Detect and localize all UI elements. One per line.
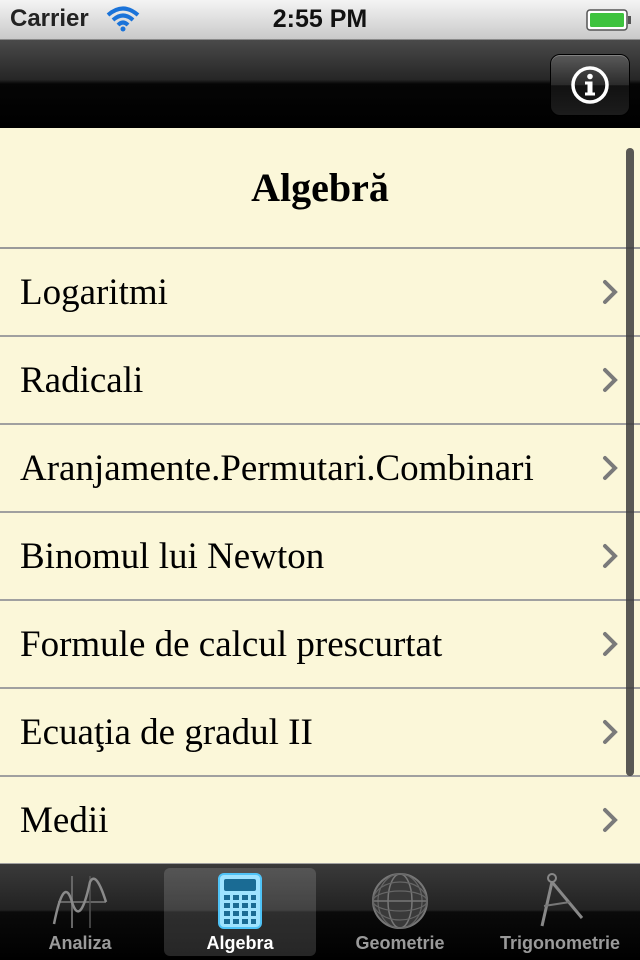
status-time: 2:55 PM	[272, 5, 368, 33]
tab-algebra[interactable]	[160, 864, 320, 960]
list-item-formule[interactable]	[0, 601, 640, 689]
list-item-label: Medii	[20, 799, 109, 841]
status-bar	[0, 0, 640, 40]
carrier-name: Carrier	[10, 5, 89, 32]
topic-list	[0, 128, 640, 864]
chevron-right-icon	[600, 807, 620, 833]
list-item-logaritmi[interactable]	[0, 249, 640, 337]
list-item-label: Ecuaţia de gradul II	[20, 711, 313, 753]
scrollbar[interactable]	[626, 148, 634, 776]
chevron-right-icon	[600, 719, 620, 745]
globe-icon	[370, 872, 430, 930]
compass-icon	[530, 872, 590, 930]
navigation-bar	[0, 40, 640, 128]
calculator-icon	[217, 872, 263, 930]
chevron-right-icon	[600, 631, 620, 657]
graph-icon	[50, 872, 110, 930]
list-item-radicali[interactable]	[0, 337, 640, 425]
tab-label: Trigonometrie	[499, 933, 620, 953]
list-item-medii[interactable]	[0, 777, 640, 864]
list-item-label: Binomul lui Newton	[20, 535, 325, 577]
page-title: Algebră	[251, 165, 389, 210]
list-item-aranjamente[interactable]	[0, 425, 640, 513]
info-icon	[570, 65, 610, 105]
tab-bar	[0, 864, 640, 960]
list-item-ecuatia[interactable]	[0, 689, 640, 777]
section-header	[0, 128, 640, 249]
chevron-right-icon	[600, 543, 620, 569]
tab-label: Algebra	[206, 933, 274, 953]
list-item-label: Formule de calcul prescurtat	[20, 623, 443, 665]
chevron-right-icon	[600, 279, 620, 305]
list-item-binomul[interactable]	[0, 513, 640, 601]
tab-trigonometrie[interactable]	[480, 864, 640, 960]
list-item-label: Aranjamente.Permutari.Combinari	[20, 447, 534, 489]
tab-analiza[interactable]	[0, 864, 160, 960]
tab-label: Analiza	[48, 933, 112, 953]
info-button[interactable]	[550, 54, 630, 116]
list-item-label: Logaritmi	[20, 271, 168, 313]
tab-geometrie[interactable]	[320, 864, 480, 960]
chevron-right-icon	[600, 455, 620, 481]
battery-icon	[586, 9, 632, 31]
tab-label: Geometrie	[355, 933, 445, 953]
list-item-label: Radicali	[20, 359, 144, 401]
chevron-right-icon	[600, 367, 620, 393]
